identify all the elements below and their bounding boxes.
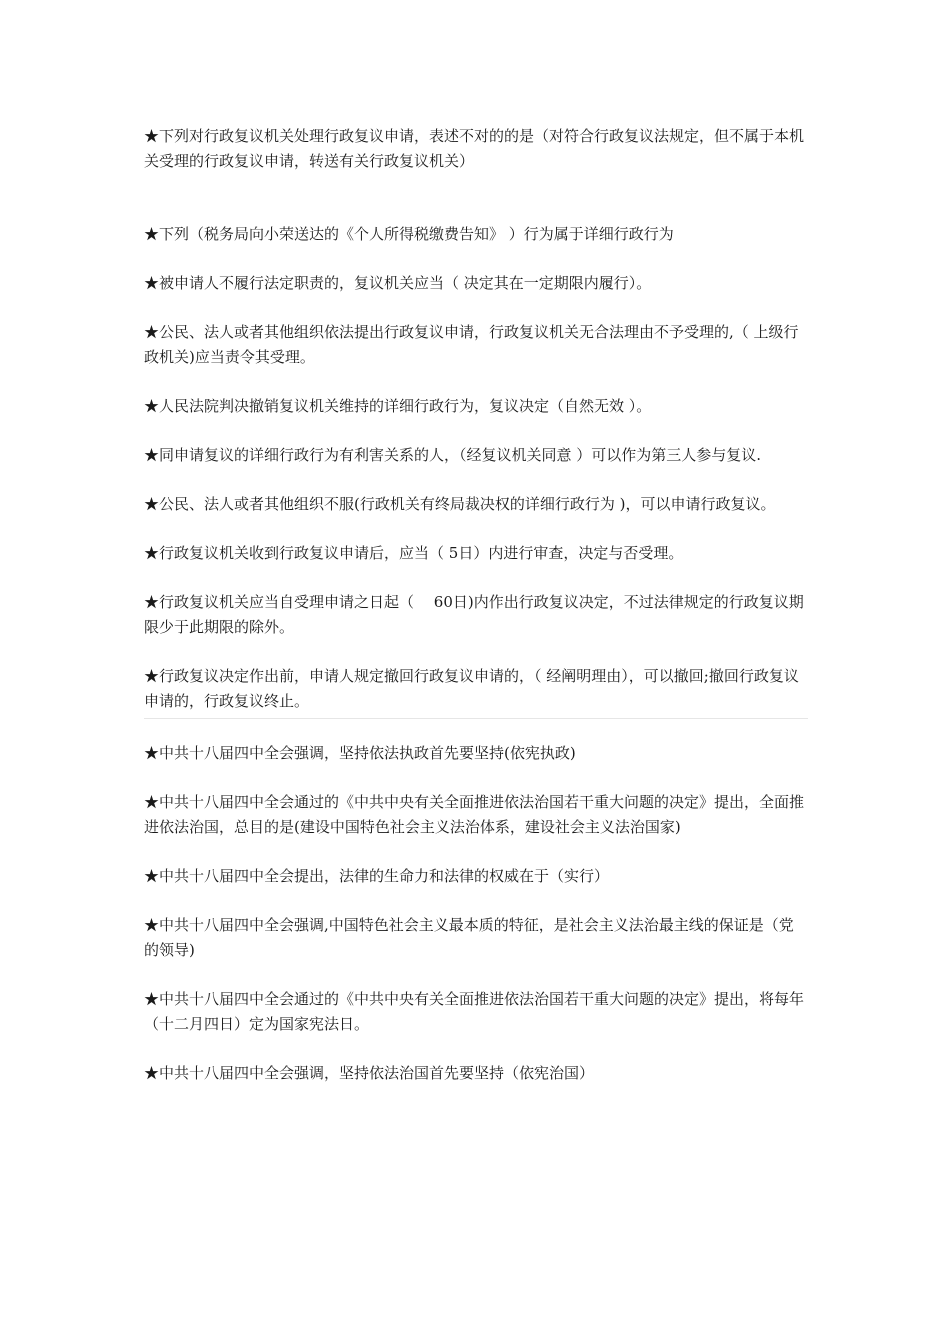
question-paragraph: ★被申请人不履行法定职责的，复议机关应当（ 决定其在一定期限内履行）。	[144, 274, 652, 292]
question-paragraph: ★行政复议机关收到行政复议申请后，应当（ 5日）内进行审查，决定与否受理。	[144, 544, 684, 562]
spacer	[144, 174, 808, 222]
spacer	[144, 1037, 808, 1061]
question-paragraph: ★行政复议机关应当自受理申请之日起（ 60日)内作出行政复议决定，不过法律规定的行政复议期限少于此期限的除外。	[144, 593, 804, 636]
question-paragraph: ★中共十八届四中全会通过的《中共中央有关全面推进依法治国若干重大问题的决定》提出，将每年（十二月四日）定为国家宪法日。	[144, 990, 805, 1033]
spacer	[144, 296, 808, 320]
spacer	[144, 840, 808, 864]
question-paragraph: ★行政复议决定作出前，申请人规定撤回行政复议申请的，（ 经阐明理由），可以撤回;撤回行政复议申请的，行政复议终止。	[144, 667, 799, 710]
spacer	[144, 468, 808, 492]
question-paragraph: ★下列（税务局向小荣送达的《个人所得税缴费告知》 ）行为属于详细行政行为	[144, 225, 674, 243]
question-paragraph: ★同申请复议的详细行政行为有利害关系的人，（经复议机关同意 ）可以作为第三人参与复议.	[144, 446, 762, 464]
spacer	[144, 889, 808, 913]
question-paragraph: ★人民法院判决撤销复议机关维持的详细行政行为，复议决定（自然无效 ）。	[144, 397, 652, 415]
question-paragraph: ★中共十八届四中全会通过的《中共中央有关全面推进依法治国若干重大问题的决定》提出，全面推进依法治国，总目的是(建设中国特色社会主义法治体系，建设社会主义法治国家)	[144, 793, 805, 836]
document-body	[144, 124, 808, 1086]
section-divider	[144, 718, 808, 719]
spacer	[144, 517, 808, 541]
question-paragraph: ★中共十八届四中全会强调,中国特色社会主义最本质的特征，是社会主义法治最主线的保证是（党的领导)	[144, 916, 794, 959]
spacer	[144, 766, 808, 790]
question-paragraph: ★中共十八届四中全会强调，坚持依法执政首先要坚持(依宪执政)	[144, 744, 576, 762]
question-paragraph: ★中共十八届四中全会提出，法律的生命力和法律的权威在于（实行）	[144, 867, 610, 885]
spacer	[144, 419, 808, 443]
spacer	[144, 247, 808, 271]
spacer	[144, 963, 808, 987]
question-paragraph: ★下列对行政复议机关处理行政复议申请，表述不对的的是（对符合行政复议法规定，但不属于本机关受理的行政复议申请，转送有关行政复议机关）	[144, 127, 805, 170]
question-paragraph: ★公民、法人或者其他组织不服(行政机关有终局裁决权的详细行政行为 )，可以申请行政复议。	[144, 495, 776, 513]
question-paragraph: ★公民、法人或者其他组织依法提出行政复议申请，行政复议机关无合法理由不予受理的,（ 上级行政机关)应当责令其受理。	[144, 323, 799, 366]
spacer	[144, 370, 808, 394]
spacer	[144, 566, 808, 590]
spacer	[144, 640, 808, 664]
question-paragraph: ★中共十八届四中全会强调，坚持依法治国首先要坚持（依宪治国）	[144, 1064, 595, 1082]
